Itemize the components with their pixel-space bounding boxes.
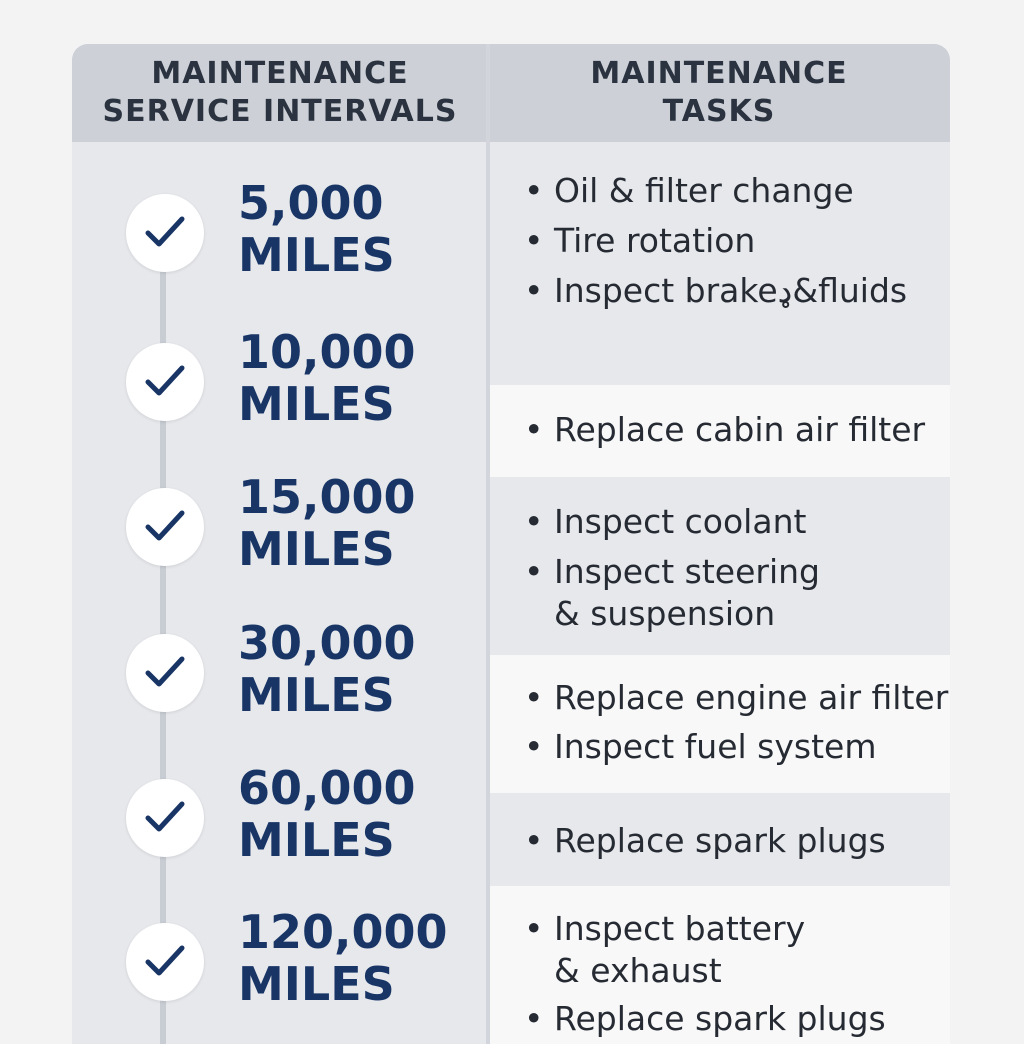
task-text: Inspect fuel system <box>554 727 877 766</box>
task-text: Replace cabin air filter <box>554 410 926 449</box>
interval-item <box>72 762 486 872</box>
interval-miles <box>238 906 448 1010</box>
interval-unit: MILES <box>238 813 395 867</box>
interval-number: 30,000 <box>238 616 416 670</box>
task-row <box>490 655 950 793</box>
bullet-dot: • <box>524 502 544 541</box>
interval-unit: MILES <box>238 228 395 282</box>
bullet-dot: • <box>524 727 544 766</box>
bullet-dot: • <box>524 271 544 310</box>
task-text: Inspect battery & exhaust <box>554 909 806 990</box>
check-circle <box>126 634 204 712</box>
interval-miles <box>238 762 416 866</box>
bullet-dot: • <box>524 999 544 1038</box>
interval-number: 60,000 <box>238 761 416 815</box>
task-text: Replace engine air filter <box>554 678 949 717</box>
bullet-dot: • <box>524 552 544 591</box>
task-row <box>490 477 950 655</box>
interval-number: 15,000 <box>238 470 416 524</box>
check-circle <box>126 923 204 1001</box>
interval-item <box>72 906 486 1016</box>
interval-miles <box>238 326 416 430</box>
bullet-dot: • <box>524 410 544 449</box>
task-row <box>490 886 950 1044</box>
task-row <box>490 793 950 886</box>
check-icon <box>143 797 187 837</box>
interval-number: 10,000 <box>238 325 416 379</box>
check-circle <box>126 779 204 857</box>
column-divider <box>486 44 490 1044</box>
task-text: Inspect brakeډ&fluids <box>554 271 908 310</box>
check-circle <box>126 343 204 421</box>
bullet-dot: • <box>524 221 544 260</box>
task-text: Oil & filter change <box>554 171 854 210</box>
check-icon <box>143 212 187 252</box>
task-text: Tire rotation <box>554 221 756 260</box>
interval-miles <box>238 617 416 721</box>
check-circle <box>126 488 204 566</box>
interval-item <box>72 471 486 581</box>
interval-unit: MILES <box>238 668 395 722</box>
intervals-column <box>72 142 486 1044</box>
task-text: Replace spark plugs <box>554 821 886 860</box>
task-text: Replace spark plugs <box>554 999 886 1038</box>
interval-item <box>72 177 486 287</box>
check-icon <box>143 941 187 981</box>
interval-number: 5,000 <box>238 176 384 230</box>
maintenance-table <box>72 44 950 1044</box>
interval-number: 120,000 <box>238 905 448 959</box>
table-header <box>72 44 950 142</box>
interval-item <box>72 617 486 727</box>
bullet-dot: • <box>524 171 544 210</box>
task-row <box>490 142 950 385</box>
task-text: Inspect steering & suspension <box>554 552 820 633</box>
interval-unit: MILES <box>238 522 395 576</box>
bullet-dot: • <box>524 821 544 860</box>
interval-miles <box>238 177 395 281</box>
check-icon <box>143 652 187 692</box>
bullet-dot: • <box>524 678 544 717</box>
task-row <box>490 385 950 477</box>
interval-miles <box>238 471 416 575</box>
interval-unit: MILES <box>238 377 395 431</box>
check-icon <box>143 361 187 401</box>
interval-item <box>72 326 486 436</box>
check-circle <box>126 194 204 272</box>
intervals-column-title: MAINTENANCE SERVICE INTERVALS <box>102 56 458 129</box>
tasks-column-title: MAINTENANCE TASKS <box>590 56 848 129</box>
bullet-dot: • <box>524 909 544 948</box>
task-text: Inspect coolant <box>554 502 807 541</box>
check-icon <box>143 506 187 546</box>
interval-unit: MILES <box>238 957 395 1011</box>
